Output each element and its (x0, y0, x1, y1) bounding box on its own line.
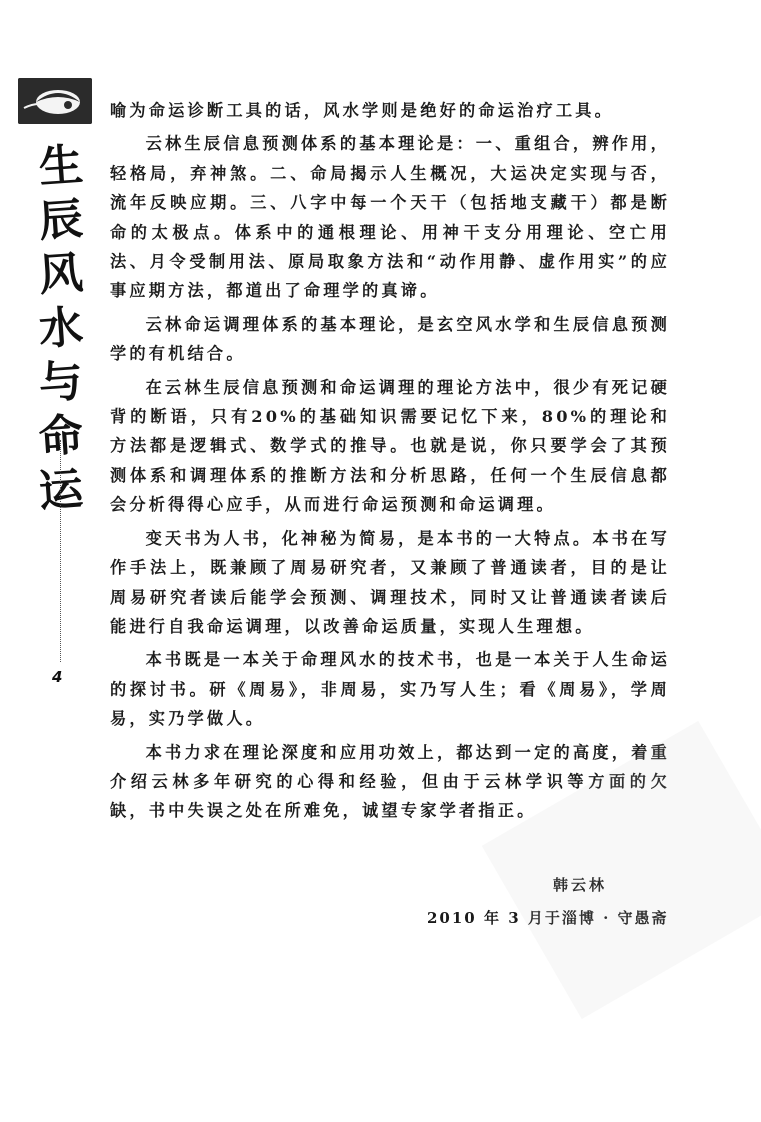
book-title-char: 与 (37, 355, 85, 410)
paragraph: 云林命运调理体系的基本理论，是玄空风水学和生辰信息预测学的有机结合。 (110, 314, 670, 364)
page-number: 4 (52, 668, 63, 686)
preface-body (110, 96, 670, 826)
paragraph: 变天书为人书，化神秘为简易，是本书的一大特点。本书在写作手法上，既兼顾了周易研究者，又兼顾了普通读者，目的是让周易研究者读后能学会预测、调理技术，同时又让普通读者读后能进行自我命运调理，以改善命运质量，实现人生理想。 (110, 528, 670, 636)
sidebar-dotted-divider (60, 440, 61, 662)
book-title-char: 水 (37, 301, 85, 356)
paragraph: 喻为命运诊断工具的话，风水学则是绝好的命运治疗工具。 (110, 101, 615, 120)
paragraph: 在云林生辰信息预测和命运调理的理论方法中，很少有死记硬背的断语，只有20%的基础知识需要记忆下来，80%的理论和方法都是逻辑式、数学式的推导。也就是说，你只要学会了其预测体系和调理体系的推断方法和分析思路，任何一个生辰信息都会分析得得心应手，从而进行命运预测和命运调理。 (110, 377, 670, 515)
paragraph: 本书力求在理论深度和应用功效上，都达到一定的高度，着重介绍云林多年研究的心得和经验，但由于云林学识等方面的欠缺，书中失误之处在所难免，诚望专家学者指正。 (110, 742, 670, 821)
book-title-char: 风 (37, 247, 85, 302)
paragraph: 云林生辰信息预测体系的基本理论是：一、重组合，辨作用，轻格局，弃神煞。二、命局揭示人生概况，大运决定实现与否，流年反映应期。三、八字中每一个天干（包括地支藏干）都是断命的太极点。体系中的通根理论、用神干支分用理论、空亡用法、月令受制用法、原局取象方法和“动作用静、虚作用实”的应事应期方法，都道出了命理学的真谛。 (110, 134, 670, 301)
paragraph: 本书既是一本关于命理风水的技术书，也是一本关于人生命运的探讨书。研《周易》，非周易，实乃写人生；看《周易》，学周易，实乃学做人。 (110, 650, 670, 729)
book-title-vertical (34, 140, 88, 518)
book-logo-emblem (18, 78, 92, 124)
book-title-char: 运 (37, 463, 85, 518)
book-title-char: 命 (37, 409, 85, 464)
book-title-char: 辰 (37, 193, 85, 248)
author-signature: 韩云林 (553, 876, 608, 894)
book-title-char: 生 (37, 139, 85, 194)
taiji-emblem-icon (18, 78, 92, 124)
signature-date-place: 2010 年 3 月于淄博 · 守愚斋 (427, 909, 669, 927)
